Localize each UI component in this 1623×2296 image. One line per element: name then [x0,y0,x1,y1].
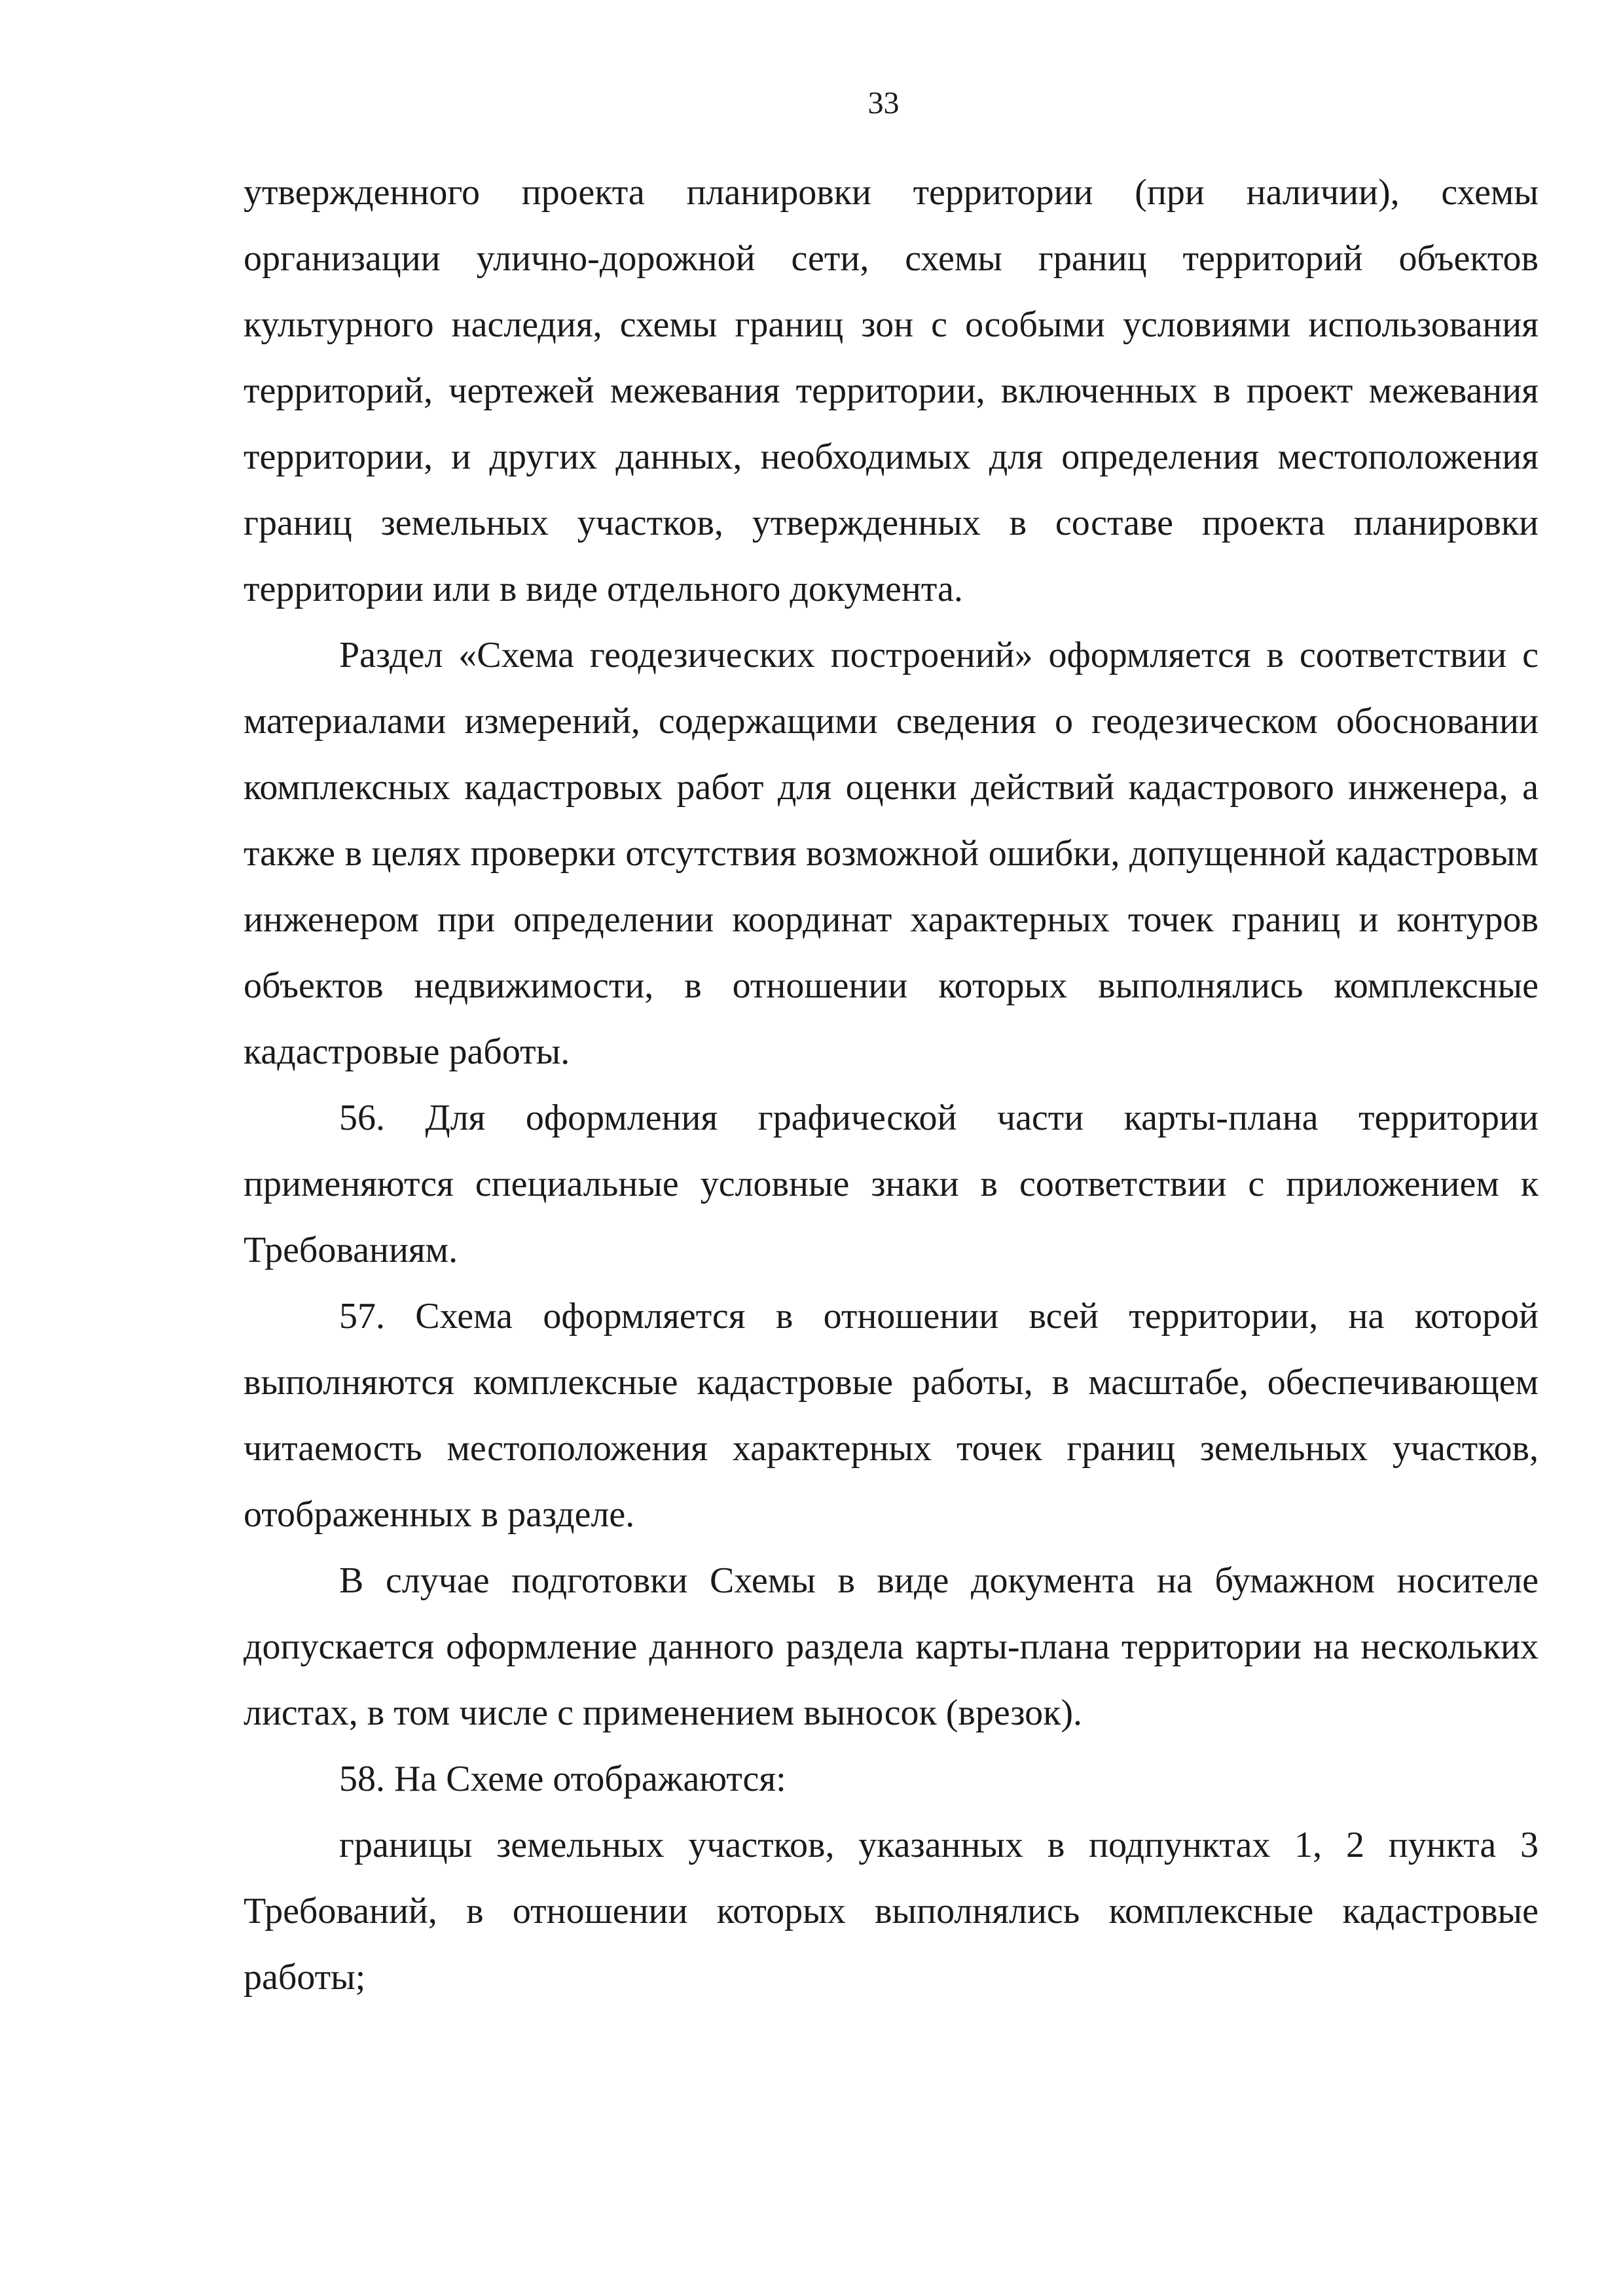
paragraph-paper-media: В случае подготовки Схемы в виде документа на бумажном носителе допускается оформление данного раздела карты-плана территории на нескольких листах, в том числе с применением выносок (врезок). [244,1560,1539,1733]
paragraph-item-57: 57. Схема оформляется в отношении всей территории, на которой выполняются комплексные кадастровые работы, в масштабе, обеспечивающем читаемость местоположения характерных точек границ земельных участков, отображенных в разделе. [244,1296,1539,1535]
paragraph-land-plot-boundaries: границы земельных участков, указанных в подпунктах 1, 2 пункта 3 Требований, в отношении которых выполнялись комплексные кадастровые работы; [244,1825,1539,1998]
paragraph-geodetic-scheme-section: Раздел «Схема геодезических построений» оформляется в соответствии с материалами измерений, содержащими сведения о геодезическом обосновании комплексных кадастровых работ для оценки действий кадастрового инженера, а также в целях проверки отсутствия возможной ошибки, допущенной кадастровым инженером при определении координат характерных точек границ и контуров объектов недвижимости, в отношении которых выполнялись комплексные кадастровые работы. [244,635,1539,1072]
paragraph-continuation: утвержденного проекта планировки территории (при наличии), схемы организации улично-дорожной сети, схемы границ территорий объектов культурного наследия, схемы границ зон с особыми условиями использования территорий, чертежей межевания территории, включенных в проект межевания территории, и других данных, необходимых для определения местоположения границ земельных участков, утвержденных в составе проекта планировки территории или в виде отдельного документа. [244,172,1539,609]
page-number: 33 [867,86,900,120]
paragraph-item-58: 58. На Схеме отображаются: [339,1759,786,1799]
paragraph-item-56: 56. Для оформления графической части карты-плана территории применяются специальные условные знаки в соответствии с приложением к Требованиям. [244,1098,1539,1270]
document-body [244,160,1539,2011]
